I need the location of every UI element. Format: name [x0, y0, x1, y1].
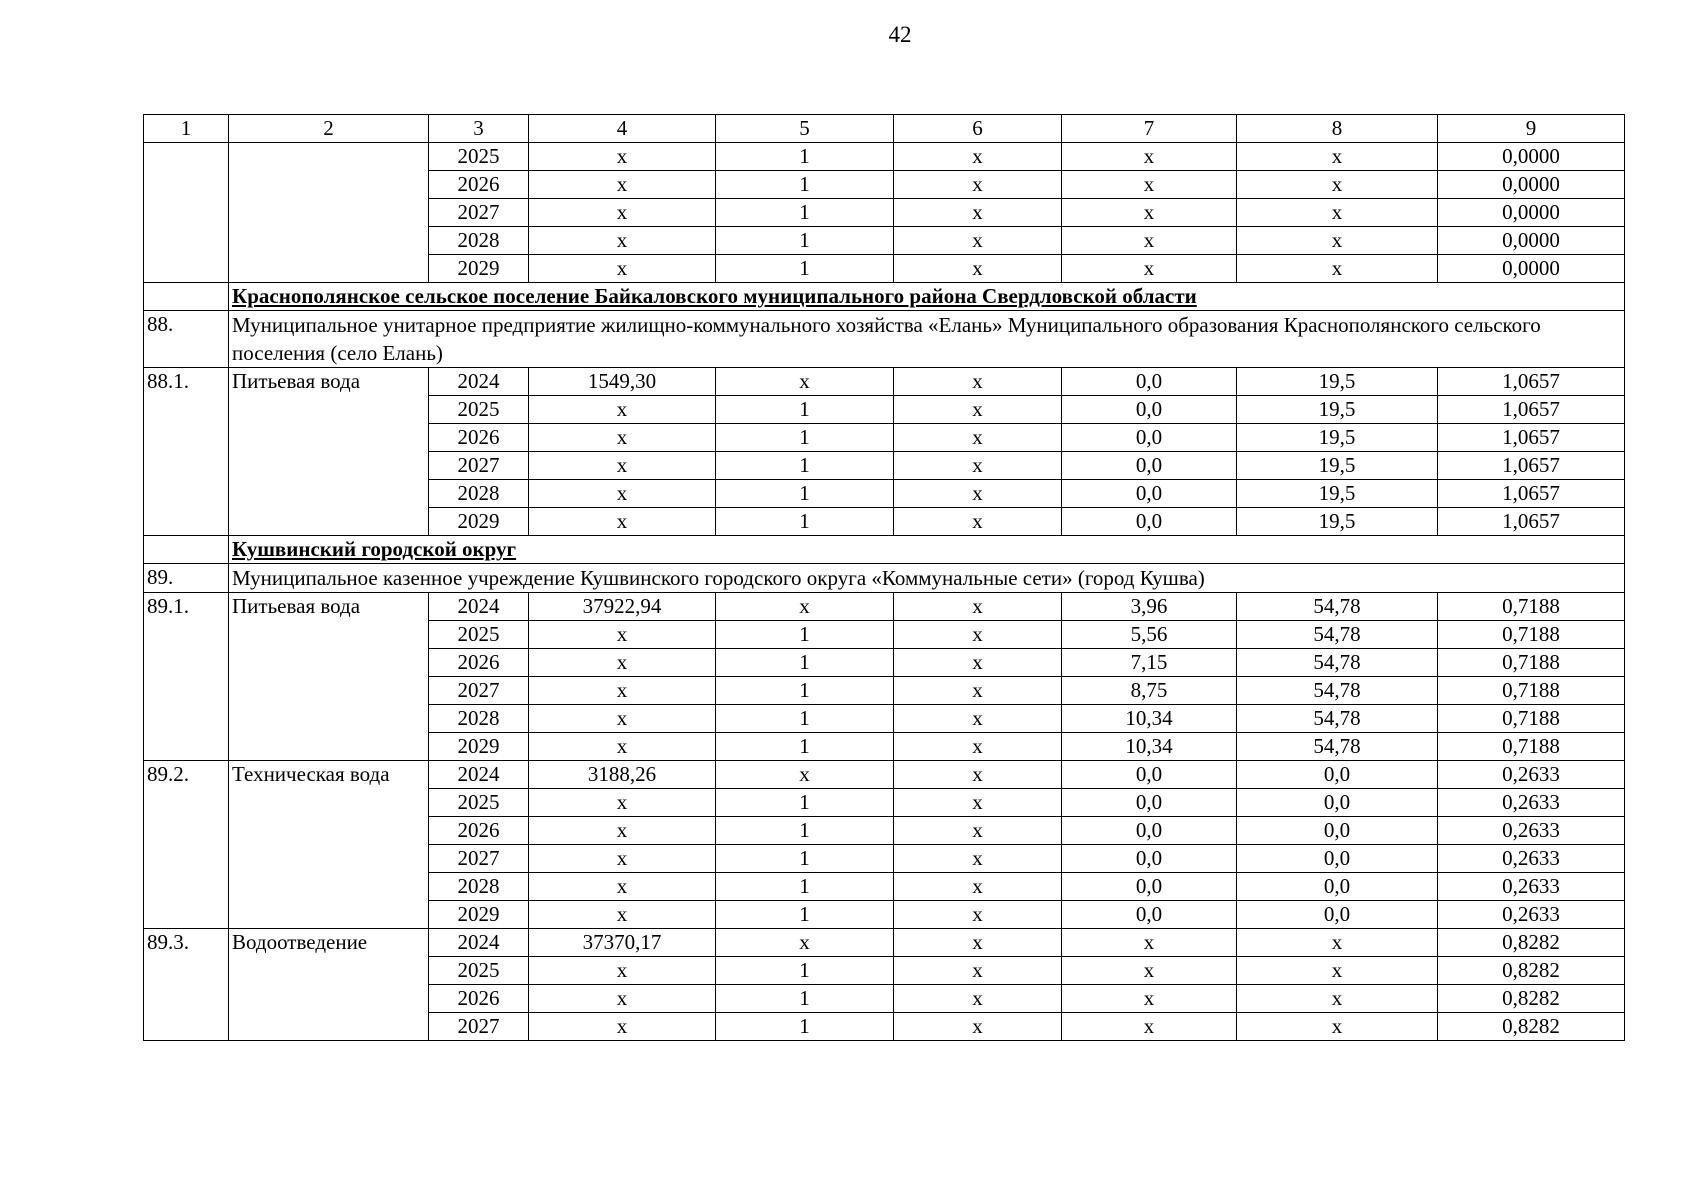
value-cell: 0,8282	[1438, 929, 1625, 957]
value-cell: 0,2633	[1438, 845, 1625, 873]
value-cell: х	[1237, 1013, 1438, 1041]
value-cell: 1	[716, 649, 894, 677]
value-cell: 1	[716, 1013, 894, 1041]
value-cell: х	[894, 761, 1062, 789]
year-cell: 2028	[429, 227, 529, 255]
value-cell: х	[529, 396, 716, 424]
value-cell: 19,5	[1237, 480, 1438, 508]
value-cell: х	[1237, 199, 1438, 227]
value-cell: х	[529, 817, 716, 845]
value-cell: х	[894, 817, 1062, 845]
value-cell: 0,8282	[1438, 957, 1625, 985]
value-cell: 1	[716, 143, 894, 171]
organization-row	[144, 564, 1625, 593]
year-cell: 2024	[429, 593, 529, 621]
year-cell: 2025	[429, 789, 529, 817]
value-cell: 1	[716, 705, 894, 733]
table-row	[144, 929, 1625, 957]
year-cell: 2027	[429, 1013, 529, 1041]
year-cell: 2027	[429, 845, 529, 873]
value-cell: х	[894, 396, 1062, 424]
value-cell: х	[529, 677, 716, 705]
tariff-table	[143, 114, 1625, 1041]
value-cell: 0,2633	[1438, 789, 1625, 817]
value-cell: 0,0000	[1438, 143, 1625, 171]
value-cell: 1	[716, 957, 894, 985]
year-cell: 2028	[429, 705, 529, 733]
value-cell: х	[894, 368, 1062, 396]
value-cell: 0,0000	[1438, 199, 1625, 227]
value-cell: 0,0	[1062, 761, 1237, 789]
value-cell: х	[894, 621, 1062, 649]
value-cell: х	[1062, 171, 1237, 199]
year-cell: 2024	[429, 929, 529, 957]
value-cell: х	[1237, 171, 1438, 199]
row-number: 89.3.	[144, 929, 229, 1041]
value-cell: 1	[716, 396, 894, 424]
value-cell: 0,0	[1237, 761, 1438, 789]
value-cell: х	[529, 424, 716, 452]
header-cell: 3	[429, 115, 529, 143]
header-cell: 7	[1062, 115, 1237, 143]
organization-name: Муниципальное унитарное предприятие жилищно-коммунального хозяйства «Елань» Муниципального образования Краснополянского сельского поселения (село Елань)	[229, 311, 1625, 368]
value-cell: х	[1237, 957, 1438, 985]
year-cell: 2025	[429, 143, 529, 171]
value-cell: х	[1237, 255, 1438, 283]
header-cell: 2	[229, 115, 429, 143]
value-cell: х	[529, 199, 716, 227]
value-cell: 0,0000	[1438, 227, 1625, 255]
value-cell: х	[529, 845, 716, 873]
value-cell: х	[894, 593, 1062, 621]
value-cell: х	[1062, 1013, 1237, 1041]
value-cell: 19,5	[1237, 396, 1438, 424]
value-cell: 1	[716, 171, 894, 199]
value-cell: х	[529, 621, 716, 649]
value-cell: х	[894, 845, 1062, 873]
year-cell: 2029	[429, 508, 529, 536]
value-cell: х	[894, 733, 1062, 761]
value-cell: 1	[716, 480, 894, 508]
value-cell: х	[1062, 255, 1237, 283]
value-cell: 54,78	[1237, 705, 1438, 733]
value-cell: 1,0657	[1438, 452, 1625, 480]
header-cell: 9	[1438, 115, 1625, 143]
resource-name: Питьевая вода	[229, 593, 429, 761]
value-cell: 0,0	[1237, 789, 1438, 817]
value-cell: х	[529, 985, 716, 1013]
section-row	[144, 283, 1625, 311]
value-cell: х	[529, 227, 716, 255]
year-cell: 2026	[429, 171, 529, 199]
value-cell: 0,7188	[1438, 733, 1625, 761]
organization-row	[144, 311, 1625, 368]
value-cell: 1549,30	[529, 368, 716, 396]
value-cell: 0,0	[1062, 424, 1237, 452]
value-cell: 0,0	[1062, 396, 1237, 424]
value-cell: 1,0657	[1438, 480, 1625, 508]
value-cell: 54,78	[1237, 677, 1438, 705]
header-cell: 6	[894, 115, 1062, 143]
value-cell: 1	[716, 845, 894, 873]
year-cell: 2029	[429, 255, 529, 283]
year-cell: 2026	[429, 817, 529, 845]
value-cell: 1	[716, 508, 894, 536]
row-number: 89.1.	[144, 593, 229, 761]
value-cell: х	[529, 1013, 716, 1041]
value-cell: 19,5	[1237, 508, 1438, 536]
value-cell: х	[894, 199, 1062, 227]
value-cell: х	[1062, 929, 1237, 957]
year-cell: 2027	[429, 199, 529, 227]
value-cell: х	[1237, 143, 1438, 171]
year-cell: 2029	[429, 733, 529, 761]
value-cell: 1	[716, 621, 894, 649]
value-cell: 19,5	[1237, 424, 1438, 452]
value-cell: х	[529, 649, 716, 677]
resource-name: Питьевая вода	[229, 368, 429, 536]
value-cell: х	[894, 901, 1062, 929]
value-cell: х	[894, 957, 1062, 985]
value-cell: 1,0657	[1438, 368, 1625, 396]
value-cell: х	[894, 1013, 1062, 1041]
resource-name	[229, 143, 429, 283]
value-cell: х	[894, 649, 1062, 677]
value-cell: х	[1062, 227, 1237, 255]
value-cell: х	[529, 255, 716, 283]
value-cell: 0,7188	[1438, 705, 1625, 733]
value-cell: 10,34	[1062, 705, 1237, 733]
header-cell: 1	[144, 115, 229, 143]
header-cell: 5	[716, 115, 894, 143]
year-cell: 2026	[429, 985, 529, 1013]
value-cell: 54,78	[1237, 621, 1438, 649]
value-cell: 1	[716, 424, 894, 452]
value-cell: х	[1062, 957, 1237, 985]
value-cell: х	[894, 789, 1062, 817]
value-cell: х	[894, 143, 1062, 171]
value-cell: х	[529, 171, 716, 199]
value-cell: х	[894, 480, 1062, 508]
value-cell: 0,0	[1062, 508, 1237, 536]
value-cell: 0,0	[1062, 845, 1237, 873]
value-cell: 3188,26	[529, 761, 716, 789]
value-cell: х	[894, 255, 1062, 283]
value-cell: 0,7188	[1438, 593, 1625, 621]
value-cell: 1	[716, 789, 894, 817]
value-cell: 1	[716, 733, 894, 761]
value-cell: 0,8282	[1438, 1013, 1625, 1041]
value-cell: 1	[716, 873, 894, 901]
value-cell: 0,0	[1062, 789, 1237, 817]
value-cell: 3,96	[1062, 593, 1237, 621]
value-cell: 37370,17	[529, 929, 716, 957]
value-cell: 54,78	[1237, 649, 1438, 677]
value-cell: 7,15	[1062, 649, 1237, 677]
value-cell: х	[894, 171, 1062, 199]
value-cell: 0,7188	[1438, 677, 1625, 705]
value-cell: 0,0000	[1438, 255, 1625, 283]
table-row	[144, 143, 1625, 171]
value-cell: 0,0	[1237, 901, 1438, 929]
resource-name: Водоотведение	[229, 929, 429, 1041]
value-cell: 0,7188	[1438, 649, 1625, 677]
value-cell: х	[529, 508, 716, 536]
year-cell: 2024	[429, 761, 529, 789]
table-body	[144, 115, 1625, 1041]
value-cell: х	[894, 677, 1062, 705]
row-number: 89.2.	[144, 761, 229, 929]
value-cell: 1,0657	[1438, 396, 1625, 424]
table-row	[144, 761, 1625, 789]
row-number	[144, 143, 229, 283]
table-row	[144, 368, 1625, 396]
empty-cell	[144, 536, 229, 564]
year-cell: 2027	[429, 677, 529, 705]
year-cell: 2025	[429, 957, 529, 985]
year-cell: 2025	[429, 396, 529, 424]
value-cell: х	[529, 452, 716, 480]
year-cell: 2029	[429, 901, 529, 929]
empty-cell	[144, 283, 229, 311]
value-cell: 0,0	[1062, 817, 1237, 845]
value-cell: 37922,94	[529, 593, 716, 621]
section-row	[144, 536, 1625, 564]
value-cell: 19,5	[1237, 368, 1438, 396]
value-cell: х	[529, 789, 716, 817]
value-cell: 1	[716, 199, 894, 227]
row-number: 88.1.	[144, 368, 229, 536]
header-row	[144, 115, 1625, 143]
value-cell: 54,78	[1237, 733, 1438, 761]
value-cell: х	[1237, 985, 1438, 1013]
header-cell: 8	[1237, 115, 1438, 143]
value-cell: 19,5	[1237, 452, 1438, 480]
value-cell: х	[894, 452, 1062, 480]
value-cell: 0,2633	[1438, 901, 1625, 929]
value-cell: х	[894, 985, 1062, 1013]
header-cell: 4	[529, 115, 716, 143]
page-number: 42	[888, 22, 912, 47]
value-cell: х	[529, 143, 716, 171]
value-cell: х	[894, 508, 1062, 536]
value-cell: 0,2633	[1438, 817, 1625, 845]
year-cell: 2026	[429, 649, 529, 677]
value-cell: х	[529, 733, 716, 761]
value-cell: х	[716, 368, 894, 396]
value-cell: 1	[716, 255, 894, 283]
value-cell: 0,0	[1062, 901, 1237, 929]
value-cell: 1	[716, 452, 894, 480]
year-cell: 2028	[429, 873, 529, 901]
value-cell: 0,0	[1062, 452, 1237, 480]
value-cell: 0,7188	[1438, 621, 1625, 649]
value-cell: 0,2633	[1438, 873, 1625, 901]
value-cell: х	[1237, 929, 1438, 957]
value-cell: 0,0	[1062, 873, 1237, 901]
value-cell: х	[1237, 227, 1438, 255]
value-cell: х	[716, 761, 894, 789]
value-cell: х	[894, 227, 1062, 255]
value-cell: 1,0657	[1438, 424, 1625, 452]
value-cell: 54,78	[1237, 593, 1438, 621]
value-cell: 1	[716, 227, 894, 255]
value-cell: х	[1062, 985, 1237, 1013]
value-cell: 0,8282	[1438, 985, 1625, 1013]
value-cell: х	[529, 480, 716, 508]
value-cell: х	[529, 901, 716, 929]
value-cell: 5,56	[1062, 621, 1237, 649]
section-title: Краснополянское сельское поселение Байкаловского муниципального района Свердловской области	[229, 283, 1625, 311]
organization-name: Муниципальное казенное учреждение Кушвинского городского округа «Коммунальные сети» (город Кушва)	[229, 564, 1625, 593]
value-cell: 1	[716, 985, 894, 1013]
value-cell: 1,0657	[1438, 508, 1625, 536]
value-cell: 0,0	[1237, 845, 1438, 873]
value-cell: 1	[716, 817, 894, 845]
value-cell: х	[894, 424, 1062, 452]
value-cell: х	[1062, 199, 1237, 227]
year-cell: 2026	[429, 424, 529, 452]
year-cell: 2027	[429, 452, 529, 480]
value-cell: х	[894, 873, 1062, 901]
value-cell: х	[529, 705, 716, 733]
value-cell: х	[529, 957, 716, 985]
value-cell: 10,34	[1062, 733, 1237, 761]
value-cell: 1	[716, 901, 894, 929]
row-number: 89.	[144, 564, 229, 593]
value-cell: х	[716, 929, 894, 957]
value-cell: х	[716, 593, 894, 621]
value-cell: 0,0	[1062, 480, 1237, 508]
year-cell: 2028	[429, 480, 529, 508]
section-title: Кушвинский городской округ	[229, 536, 1625, 564]
value-cell: 0,0000	[1438, 171, 1625, 199]
value-cell: 1	[716, 677, 894, 705]
value-cell: х	[1062, 143, 1237, 171]
year-cell: 2024	[429, 368, 529, 396]
value-cell: 8,75	[1062, 677, 1237, 705]
value-cell: х	[894, 929, 1062, 957]
table-row	[144, 593, 1625, 621]
value-cell: х	[894, 705, 1062, 733]
value-cell: х	[529, 873, 716, 901]
year-cell: 2025	[429, 621, 529, 649]
value-cell: 0,0	[1062, 368, 1237, 396]
resource-name: Техническая вода	[229, 761, 429, 929]
row-number: 88.	[144, 311, 229, 368]
value-cell: 0,0	[1237, 817, 1438, 845]
value-cell: 0,0	[1237, 873, 1438, 901]
value-cell: 0,2633	[1438, 761, 1625, 789]
